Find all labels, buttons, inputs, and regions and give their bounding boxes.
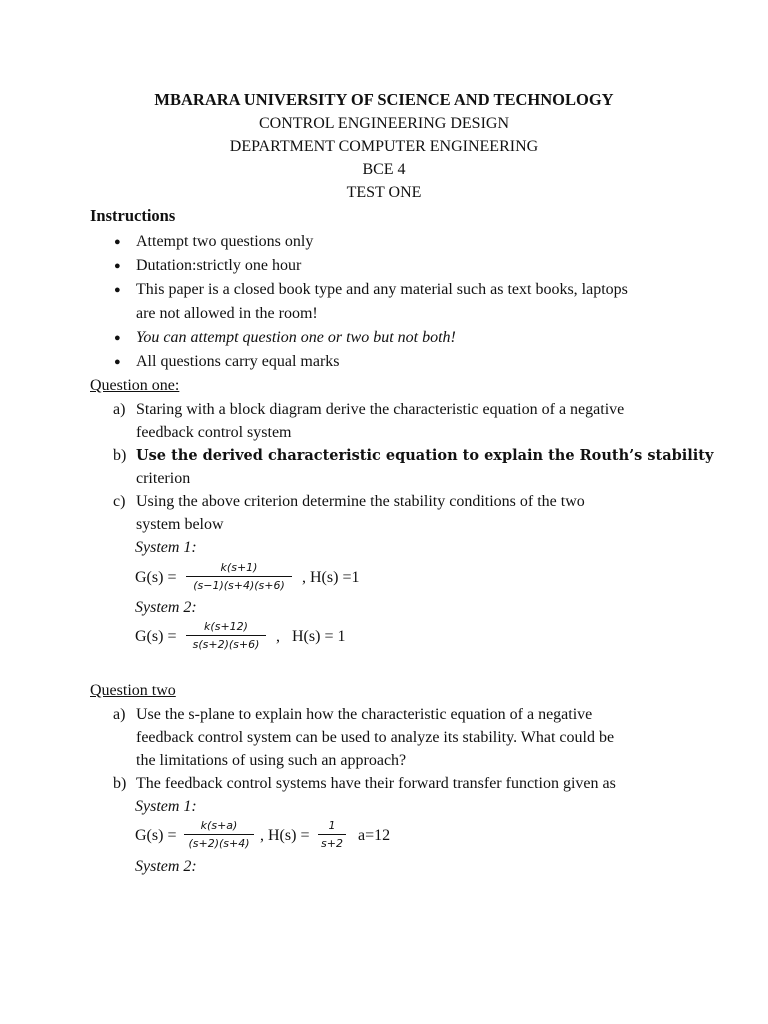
fraction-bar [186,576,292,577]
q1-system2-transfer-function [186,621,266,650]
q1-system2-label: System 2: [135,599,197,616]
q1-system2-h: , H(s) = 1 [276,628,346,645]
q1-part-a-text-continued: feedback control system [136,424,292,441]
test-label: TEST ONE [346,184,422,201]
q1-part-c-marker: c) [113,493,126,510]
question-one-heading: Question one: [90,377,180,394]
instruction-item: This paper is a closed book type and any material such as text books, laptops [136,281,628,298]
q2-part-a-text-continued: the limitations of using such an approach? [136,752,407,769]
fraction-numerator: k(s+a) [200,819,238,832]
instruction-item: Attempt two questions only [136,233,314,250]
q1-part-b-marker: b) [113,447,127,464]
university-title: MBARARA UNIVERSITY OF SCIENCE AND TECHNOLOGY [154,90,614,109]
q1-system1-transfer-function [186,562,292,591]
q2-system1-g-label: G(s) = [135,827,177,844]
bullet-icon: ● [114,284,121,296]
bullet-icon: ● [114,332,121,344]
instructions-heading: Instructions [90,206,176,225]
q1-part-c-text-continued: system below [136,516,224,533]
q2-system1-parameter: a=12 [358,827,391,844]
q1-system1-g-label: G(s) = [135,569,177,586]
question-two-heading: Question two [90,682,176,699]
fraction-numerator: 1 [328,819,336,832]
q2-part-a-text: Use the s-plane to explain how the characteristic equation of a negative [136,706,593,723]
fraction-denominator: s(s+2)(s+6) [192,638,260,651]
class-label: BCE 4 [362,161,406,178]
q1-part-c-text: Using the above criterion determine the stability conditions of the two [136,493,585,510]
q1-system1-label: System 1: [135,539,197,556]
q2-part-b-text: The feedback control systems have their forward transfer function given as [136,775,616,792]
q1-part-a-marker: a) [113,401,126,418]
instruction-item: You can attempt question one or two but not both! [136,329,456,346]
fraction-bar [186,635,266,636]
q2-system1-label: System 1: [135,798,197,815]
fraction-bar [318,834,346,835]
department-title: DEPARTMENT COMPUTER ENGINEERING [229,138,539,155]
q2-part-b-marker: b) [113,775,127,792]
q2-system1-h-label: , H(s) = [260,827,310,844]
q2-system1-transfer-function [184,820,254,849]
bullet-icon: ● [114,236,121,248]
q1-system2-g-label: G(s) = [135,628,177,645]
bullet-icon: ● [114,356,121,368]
q1-system1-h: , H(s) =1 [302,569,360,586]
instruction-item: All questions carry equal marks [136,353,340,370]
q2-system1-feedback-function [318,820,346,849]
bullet-icon: ● [114,260,121,272]
fraction-bar [184,834,254,835]
q1-part-b-text: Use the derived characteristic equation to explain the Routh’s stability [136,447,714,464]
q1-part-b-text-continued: criterion [136,470,191,487]
instruction-item: Dutation:strictly one hour [136,257,302,274]
q2-part-a-marker: a) [113,706,126,723]
fraction-denominator: (s+2)(s+4) [188,837,250,850]
fraction-denominator: (s−1)(s+4)(s+6) [193,579,285,592]
q2-system2-label: System 2: [135,858,197,875]
fraction-numerator: k(s+1) [220,561,258,574]
q1-part-a-text: Staring with a block diagram derive the characteristic equation of a negative [136,401,625,418]
fraction-denominator: s+2 [321,837,343,850]
instruction-item-continued: are not allowed in the room! [136,305,318,322]
q2-part-a-text-continued: feedback control system can be used to analyze its stability. What could be [136,729,615,746]
course-title: CONTROL ENGINEERING DESIGN [258,115,510,132]
fraction-numerator: k(s+12) [204,620,248,633]
